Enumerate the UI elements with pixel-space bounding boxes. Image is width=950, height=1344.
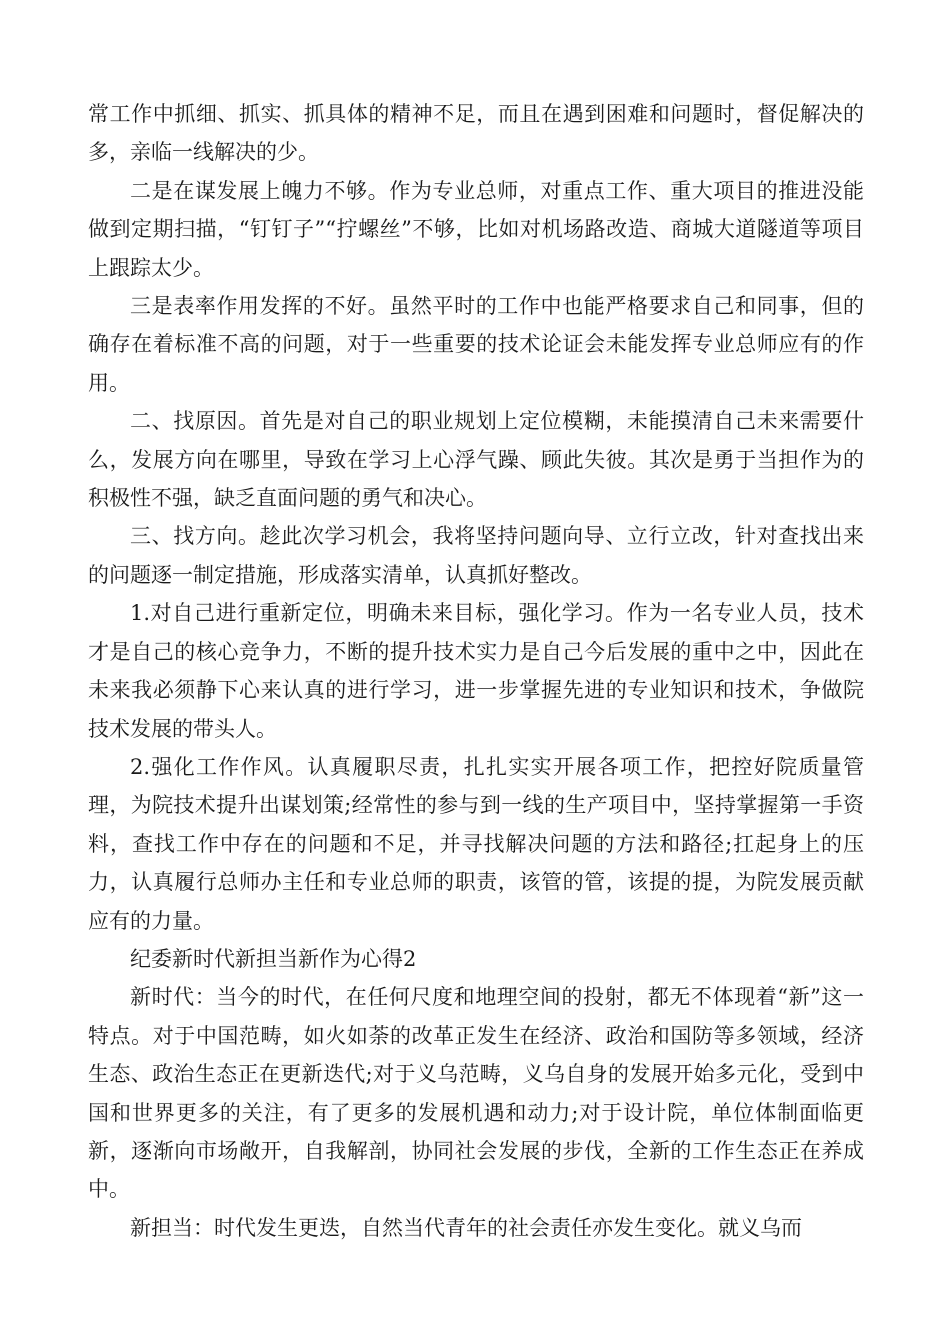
section-heading: 纪委新时代新担当新作为心得2 [130,946,417,971]
paragraph-new-era: 新时代：当今的时代，在任何尺度和地理空间的投射，都无不体现着“新”这一特点。对于中国范畴，如火如荼的改革正发生在经济、政治和国防等多领域，经济生态、政治生态正在更新迭代;对于义乌范畴，义乌自身的发展开始多元化，受到中国和世界更多的关注，有了更多的发展机遇和动力;对于设计院，单位体制面临更新，逐渐向市场敞开，自我解剖，协同社会发展的步伐，全新的工作生态正在养成中。 [88,985,864,1202]
paragraph-find-causes: 二、找原因。首先是对自己的职业规划上定位模糊，未能摸清自己未来需要什么，发展方向在哪里，导致在学习上心浮气躁、顾此失彼。其次是勇于当担作为的积极性不强，缺乏直面问题的勇气和决心。 [88,409,864,511]
paragraph-measure-two: 2.强化工作作风。认真履职尽责，扎扎实实开展各项工作，把控好院质量管理，为院技术提升出谋划策;经常性的参与到一线的生产项目中，坚持掌握第一手资料，查找工作中存在的问题和不足，并寻找解决问题的方法和路径;扛起身上的压力，认真履行总师办主任和专业总师的职责，该管的管，该提的提，为院发展贡献应有的力量。 [88,754,864,933]
paragraph-continued: 常工作中抓细、抓实、抓具体的精神不足，而且在遇到困难和问题时，督促解决的多，亲临一线解决的少。 [88,102,864,165]
paragraph-measure-one: 1.对自己进行重新定位，明确未来目标，强化学习。作为一名专业人员，技术才是自己的核心竞争力，不断的提升技术实力是自己今后发展的重中之中，因此在未来我必须静下心来认真的进行学习，进一步掌握先进的专业知识和技术，争做院技术发展的带头人。 [88,601,864,741]
paragraph-find-direction: 三、找方向。趁此次学习机会，我将坚持问题向导、立行立改，针对查找出来的问题逐一制定措施，形成落实清单，认真抓好整改。 [88,524,864,587]
paragraph-point-two: 二是在谋发展上魄力不够。作为专业总师，对重点工作、重大项目的推进没能做到定期扫描，“钉钉子”“拧螺丝”不够，比如对机场路改造、商城大道隧道等项目上跟踪太少。 [88,178,864,280]
paragraph-new-responsibility: 新担当：时代发生更迭，自然当代青年的社会责任亦发生变化。就义乌而 [130,1215,802,1240]
paragraph-point-three: 三是表率作用发挥的不好。虽然平时的工作中也能严格要求自己和同事，但的确存在着标准不高的问题，对于一些重要的技术论证会未能发挥专业总师应有的作用。 [88,294,864,395]
document-body [88,95,864,1247]
